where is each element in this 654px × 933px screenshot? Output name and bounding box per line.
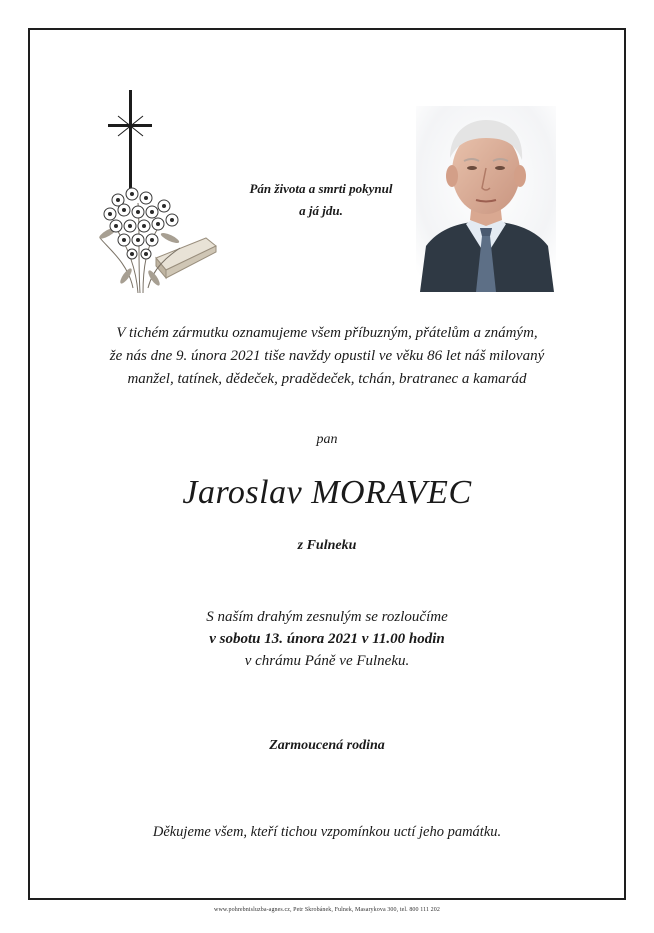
announcement — [60, 322, 594, 391]
announcement-line-3: manžel, tatínek, dědeček, pradědeček, tchán, bratranec a kamarád — [127, 371, 527, 387]
deceased-name: Jaroslav MORAVEC — [182, 474, 472, 511]
portrait-photo — [416, 106, 556, 292]
announcement-line-2: že nás dne 9. února 2021 tiše navždy opustil ve věku 86 let náš milovaný — [109, 348, 545, 364]
farewell-date: v sobotu 13. února 2021 v 11.00 hodin — [209, 631, 445, 647]
farewell-place: v chrámu Páně ve Fulneku. — [244, 653, 410, 669]
motto — [232, 178, 410, 222]
farewell-info — [0, 606, 654, 672]
signed-by: Zarmoucená rodina — [269, 738, 385, 753]
title-word: pan — [316, 432, 338, 447]
thanks-line: Děkujeme všem, kteří tichou vzpomínkou uctí jeho památku. — [152, 824, 502, 840]
announcement-line-1: V tichém zármutku oznamujeme všem příbuzným, přátelům a známým, — [116, 325, 538, 341]
motto-line-1: Pán života a smrti pokynul — [249, 181, 393, 196]
motto-line-2: a já jdu. — [299, 203, 343, 218]
farewell-line-1: S naším drahým zesnulým se rozloučíme — [206, 609, 448, 625]
footer-imprint: www.pohrebnisluzba-agnes.cz, Petr Skrobánek, Fulnek, Masarykova 300, tel. 800 111 202 — [214, 907, 440, 913]
cross-with-flowers-icon — [88, 88, 228, 303]
origin: z Fulneku — [297, 538, 357, 553]
